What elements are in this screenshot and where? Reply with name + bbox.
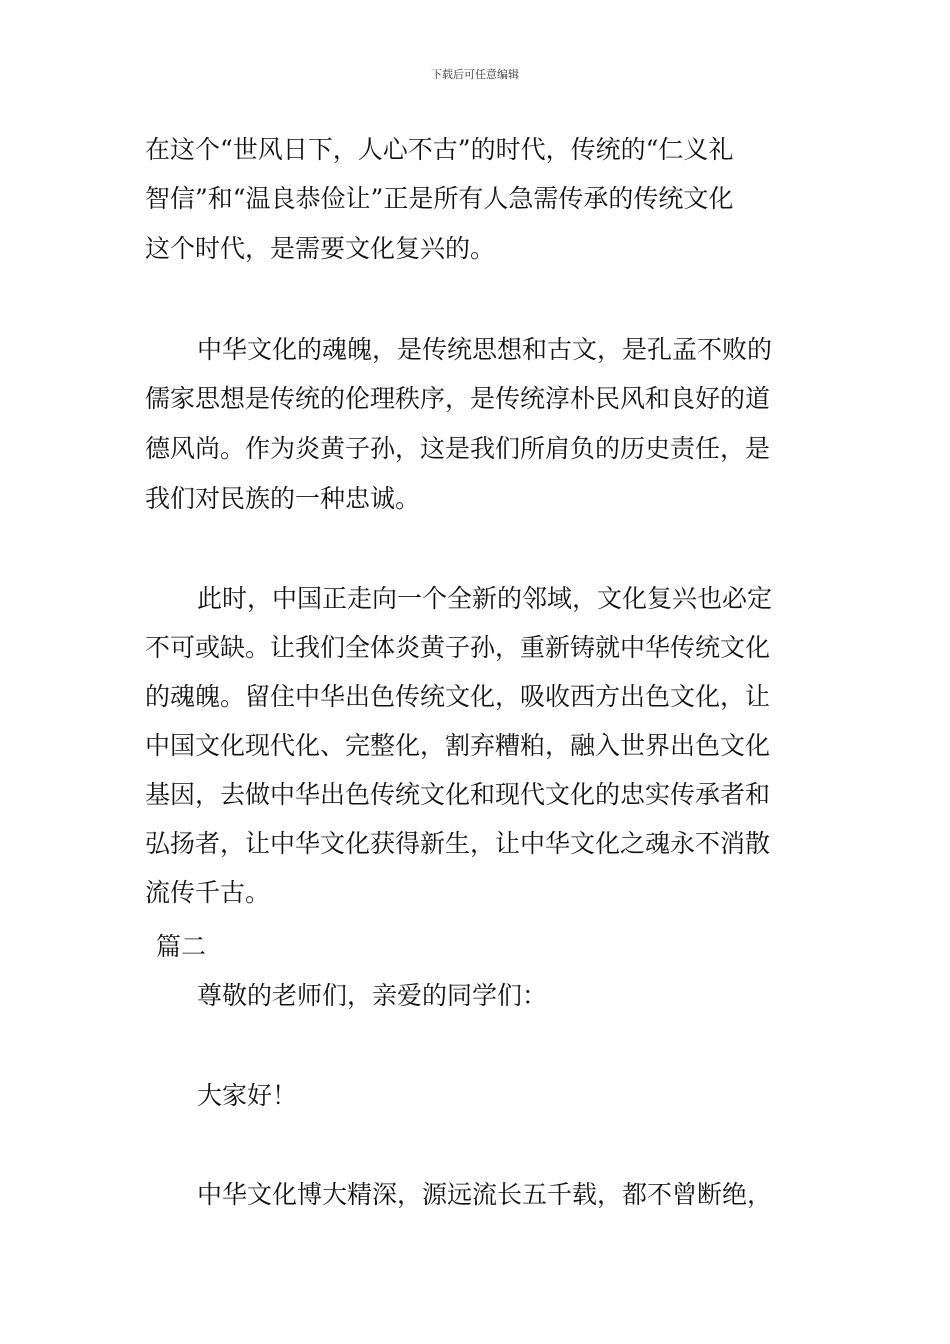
page-header: 下载后可任意编辑 (431, 68, 519, 81)
paragraph-3-line-3: 的魂魄。留住中华出色传统文化，吸收西方出色文化，让 (145, 682, 771, 711)
section-heading: 篇二 (156, 932, 207, 961)
closing-paragraph-line-1: 中华文化博大精深，源远流长五千载，都不曾断绝， (197, 1180, 773, 1209)
paragraph-1-line-1: 在这个“世风日下，人心不古”的时代，传统的“仁义礼 (145, 135, 734, 164)
paragraph-1-line-2: 智信”和“温良恭俭让”正是所有人急需传承的传统文化 (145, 184, 734, 213)
paragraph-3-line-4: 中国文化现代化、完整化，割弃糟粕，融入世界出色文化 (145, 731, 771, 760)
paragraph-3-line-1: 此时，中国正走向一个全新的邻域，文化复兴也必定 (197, 584, 773, 613)
paragraph-2-line-2: 儒家思想是传统的伦理秩序，是传统淳朴民风和良好的道 (145, 384, 771, 413)
salutation: 尊敬的老师们，亲爱的同学们： (197, 981, 548, 1010)
paragraph-2-line-3: 德风尚。作为炎黄子孙，这是我们所肩负的历史责任，是 (145, 434, 771, 463)
paragraph-3-line-7: 流传千古。 (145, 878, 271, 907)
paragraph-3-line-5: 基因，去做中华出色传统文化和现代文化的忠实传承者和 (145, 780, 771, 809)
greeting: 大家好！ (197, 1081, 298, 1110)
paragraph-1-line-3: 这个时代，是需要文化复兴的。 (145, 234, 496, 263)
paragraph-3-line-2: 不可或缺。让我们全体炎黄子孙，重新铸就中华传统文化 (145, 633, 771, 662)
paragraph-3-line-6: 弘扬者，让中华文化获得新生，让中华文化之魂永不消散 (145, 829, 771, 858)
paragraph-2-line-1: 中华文化的魂魄，是传统思想和古文，是孔孟不败的 (197, 335, 773, 364)
paragraph-2-line-4: 我们对民族的一种忠诚。 (145, 484, 421, 513)
